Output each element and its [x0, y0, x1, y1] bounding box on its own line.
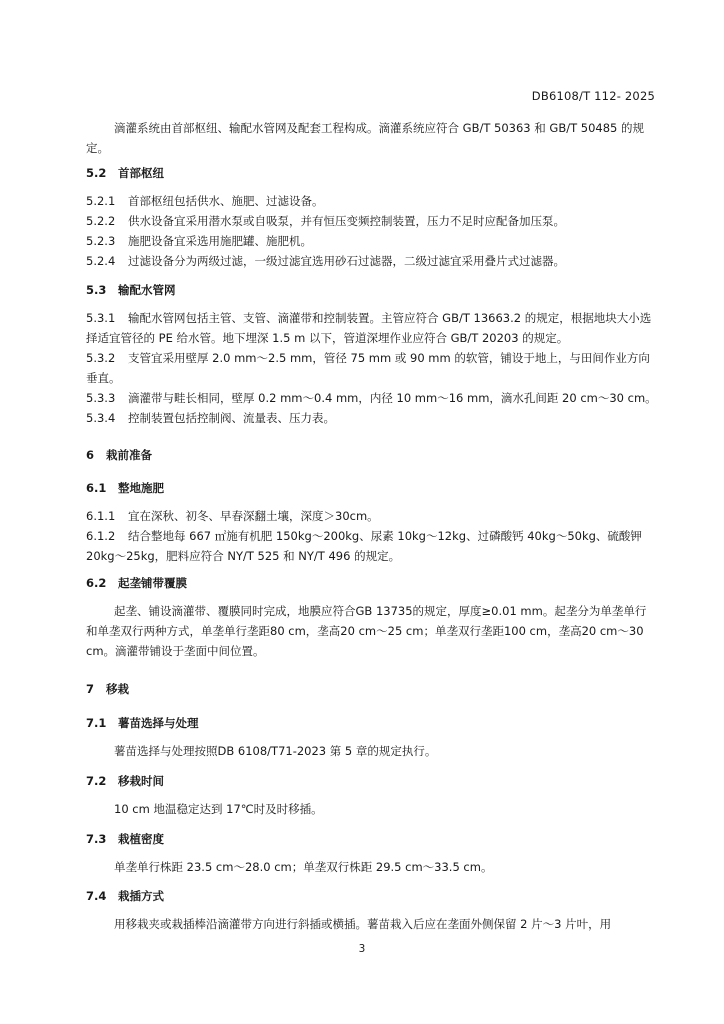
- page-number: 3: [358, 943, 366, 955]
- paragraph-7-1: 薯苗选择与处理按照DB 6108/T71-2023 第 5 章的规定执行。: [114, 744, 437, 758]
- section-heading-7-3: 7.3 栽植密度: [86, 832, 164, 846]
- clause-5-2-2: 5.2.2 供水设备宜采用潜水泵或自吸泵，并有恒压变频控制装置，压力不足时应配备加压泵。: [86, 214, 565, 228]
- clause-6-1-2: 6.1.2 结合整地每 667 ㎡施有机肥 150kg～200kg、尿素 10kg～12kg、过磷酸钙 40kg～50kg、硫酸钾 20kg～25kg，肥料应符合 NY/T 525 和 NY/T 496 的规定。: [86, 529, 642, 563]
- section-heading-7-4: 7.4 栽插方式: [86, 889, 164, 903]
- section-heading-7-1: 7.1 薯苗选择与处理: [86, 716, 199, 730]
- chapter-heading-6: 6 栽前准备: [86, 448, 152, 462]
- paragraph-6-2: 起垄、铺设滴灌带、覆膜同时完成，地膜应符合GB 13735的规定，厚度≥0.01 mm。起垄分为单垄单行和单垄双行两种方式，单垄单行垄距80 cm，垄高20 cm～25 cm；单垄双行垄距100 cm，垄高20 cm～30 cm。滴灌带铺设于垄面中间位置。: [86, 604, 647, 658]
- section-heading-5-3: 5.3 输配水管网: [86, 283, 176, 297]
- clause-6-1-1: 6.1.1 宜在深秋、初冬、早春深翻土壤，深度＞30cm。: [86, 509, 379, 523]
- section-heading-5-2: [86, 163, 656, 183]
- clause-5-2-3: 5.2.3 施肥设备宜采选用施肥罐、施肥机。: [86, 234, 312, 248]
- section-heading-6-2: 6.2 起垄铺带覆膜: [86, 576, 187, 590]
- section-number: 5.2: [86, 166, 107, 180]
- chapter-heading-7: 7 移栽: [86, 682, 129, 696]
- clause-5-3-2: 5.3.2 支管宜采用壁厚 2.0 mm～2.5 mm，管径 75 mm 或 90 mm 的软管，铺设于地上，与田间作业方向垂直。: [86, 351, 650, 385]
- standard-code-header: DB6108/T 112- 2025: [531, 89, 655, 103]
- section-title: 首部枢纽: [118, 166, 164, 180]
- intro-paragraph: 滴灌系统由首部枢纽、输配水管网及配套工程构成。滴灌系统应符合 GB/T 50363 和 GB/T 50485 的规定。: [86, 121, 644, 155]
- clause-5-3-3: 5.3.3 滴灌带与畦长相同，壁厚 0.2 mm～0.4 mm，内径 10 mm～16 mm，滴水孔间距 20 cm～30 cm。: [86, 391, 657, 405]
- paragraph-7-3: 单垄单行株距 23.5 cm～28.0 cm；单垄双行株距 29.5 cm～33.5 cm。: [114, 860, 493, 874]
- clause-5-2-1: 5.2.1 首部枢纽包括供水、施肥、过滤设备。: [86, 194, 324, 208]
- paragraph-7-4: 用移栽夹或栽插棒沿滴灌带方向进行斜插或横插。薯苗栽入后应在垄面外侧保留 2 片～3 片叶，用: [114, 917, 612, 931]
- clause-5-2-4: 5.2.4 过滤设备分为两级过滤，一级过滤宜选用砂石过滤器，二级过滤宜采用叠片式过滤器。: [86, 254, 565, 268]
- clause-5-3-4: 5.3.4 控制装置包括控制阀、流量表、压力表。: [86, 411, 335, 425]
- section-heading-7-2: 7.2 移栽时间: [86, 774, 164, 788]
- clause-5-3-1: 5.3.1 输配水管网包括主管、支管、滴灌带和控制装置。主管应符合 GB/T 13663.2 的规定，根据地块大小选择适宜管径的 PE 给水管。地下埋深 1.5 m 以下，管道深埋作业应符合 GB/T 20203 的规定。: [86, 311, 652, 345]
- section-heading-6-1: 6.1 整地施肥: [86, 481, 164, 495]
- paragraph-7-2: 10 cm 地温稳定达到 17℃时及时移插。: [114, 802, 323, 816]
